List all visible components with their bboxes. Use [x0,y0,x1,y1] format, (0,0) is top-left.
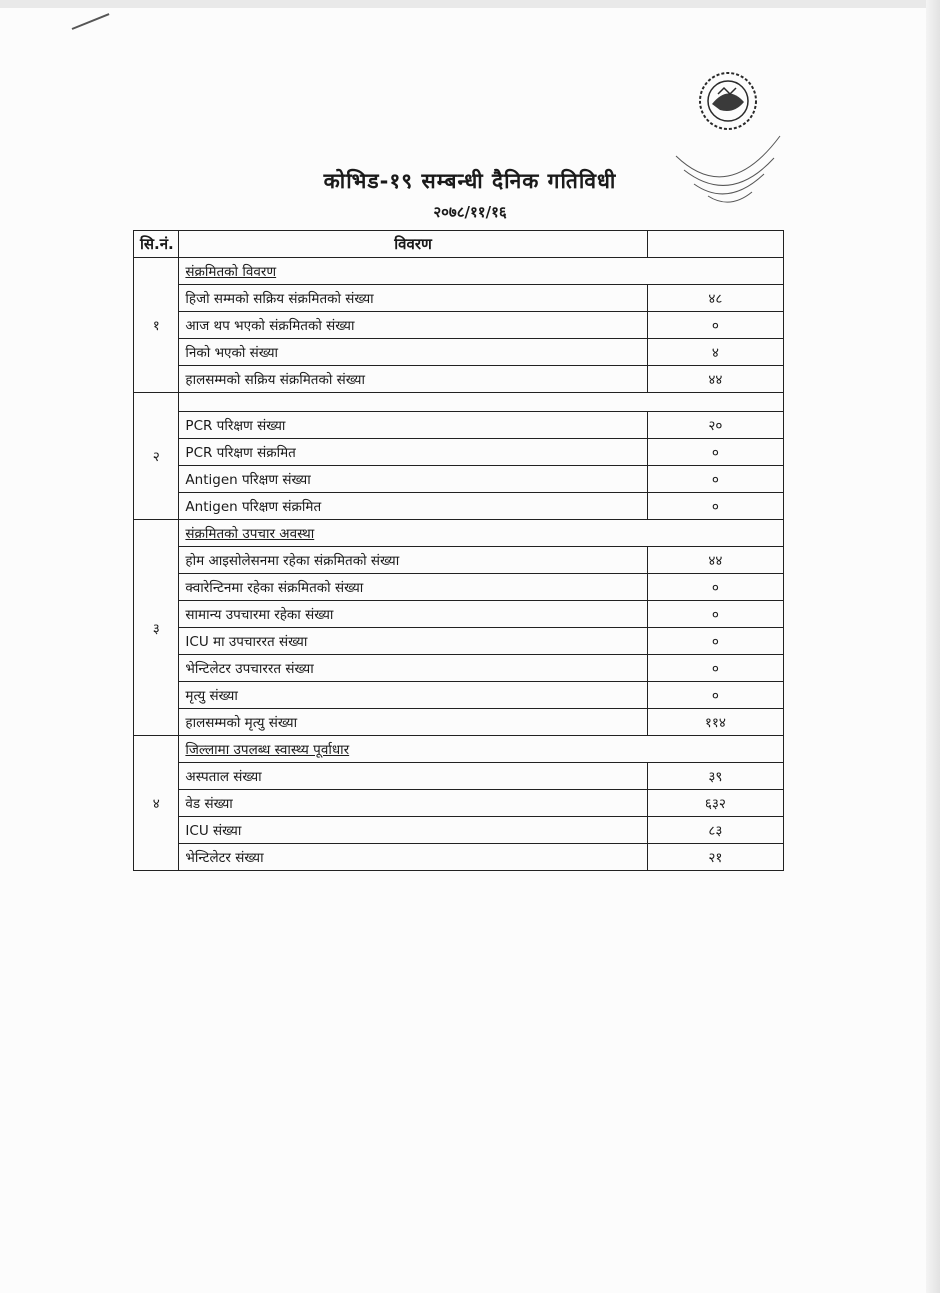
table-row [134,439,784,466]
table-header-row [134,231,784,258]
row-label: आज थप भएको संक्रमितको संख्या [179,312,647,339]
row-value: ६३२ [647,790,783,817]
row-value: ४४ [647,547,783,574]
document-title: कोभिड-१९ सम्बन्धी दैनिक गतिविधी [323,169,617,193]
header-sn: सि.नं. [134,231,179,258]
section-number: १ [134,258,179,393]
row-value: ० [647,628,783,655]
row-label: ICU संख्या [179,817,647,844]
row-label: मृत्यु संख्या [179,682,647,709]
row-label: भेन्टिलेटर संख्या [179,844,647,871]
section-heading-row [134,258,784,285]
table-row [134,790,784,817]
row-value: ० [647,601,783,628]
row-label: होम आइसोलेसनमा रहेका संक्रमितको संख्या [179,547,647,574]
row-value: ० [647,574,783,601]
row-label: क्वारेन्टिनमा रहेका संक्रमितको संख्या [179,574,647,601]
row-label: ICU मा उपचाररत संख्या [179,628,647,655]
row-value: ४८ [647,285,783,312]
table-row [134,763,784,790]
table-row [134,655,784,682]
table-row [134,601,784,628]
page-edge [0,0,940,8]
section-number: ४ [134,736,179,871]
row-label: हिजो सम्मको सक्रिय संक्रमितको संख्या [179,285,647,312]
table-row [134,312,784,339]
section-number: ३ [134,520,179,736]
row-label: भेन्टिलेटर उपचाररत संख्या [179,655,647,682]
row-label: PCR परिक्षण संक्रमित [179,439,647,466]
row-label: PCR परिक्षण संख्या [179,412,647,439]
row-value: ० [647,655,783,682]
table-row [134,628,784,655]
section-number: २ [134,393,179,520]
section-heading-row [134,393,784,412]
row-label: निको भएको संख्या [179,339,647,366]
table-row [134,412,784,439]
table-row [134,366,784,393]
table-row [134,285,784,312]
table-row [134,844,784,871]
row-value: ४ [647,339,783,366]
row-value: ३९ [647,763,783,790]
row-value: २१ [647,844,783,871]
row-label: वेड संख्या [179,790,647,817]
table-row [134,682,784,709]
row-label: हालसम्मको सक्रिय संक्रमितको संख्या [179,366,647,393]
header-desc: विवरण [179,231,647,258]
row-value: ० [647,312,783,339]
row-value: ० [647,493,783,520]
section-heading: संक्रमितको विवरण [179,258,784,285]
row-value: ११४ [647,709,783,736]
pen-mark [72,13,110,30]
section-heading [179,393,784,412]
header-val [647,231,783,258]
row-value: ४४ [647,366,783,393]
table-row [134,817,784,844]
row-value: २० [647,412,783,439]
report-table [133,230,784,871]
table-row [134,493,784,520]
row-value: ८३ [647,817,783,844]
section-heading: संक्रमितको उपचार अवस्था [179,520,784,547]
row-label: हालसम्मको मृत्यु संख्या [179,709,647,736]
table-row [134,709,784,736]
row-value: ० [647,439,783,466]
row-label: अस्पताल संख्या [179,763,647,790]
table-row [134,466,784,493]
row-value: ० [647,682,783,709]
row-label: Antigen परिक्षण संक्रमित [179,493,647,520]
table-row [134,547,784,574]
section-heading-row [134,736,784,763]
section-heading: जिल्लामा उपलब्ध स्वास्थ्य पूर्वाधार [179,736,784,763]
table-row [134,574,784,601]
document-date: २०७८/११/१६ [433,203,507,221]
table-row [134,339,784,366]
row-value: ० [647,466,783,493]
row-label: सामान्य उपचारमा रहेका संख्या [179,601,647,628]
section-heading-row [134,520,784,547]
row-label: Antigen परिक्षण संख्या [179,466,647,493]
